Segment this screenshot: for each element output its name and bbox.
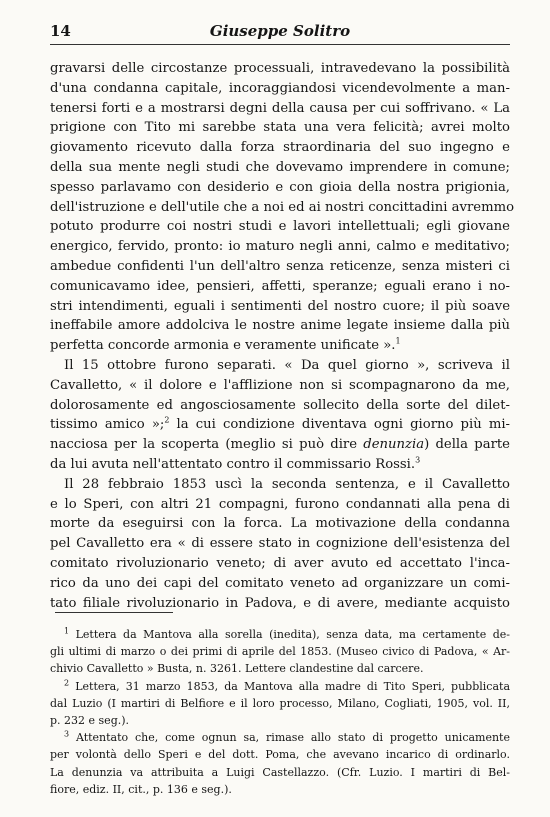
footnote-line: gli ultimi di marzo o dei primi di aprile del 1853. (Museo civico di Padova, « Ar- [50, 645, 510, 659]
body-line: tissimo amico »;$^2$ la cui condizione diventava ogni giorno più mi- [50, 415, 510, 433]
footnote-line: La denunzia va attribuita a Luigi Castellazzo. (Cfr. Luzio. I martiri di Bel- [50, 765, 510, 779]
body-line: gravarsi delle circostanze processuali, intravedevano la possibilità [50, 61, 510, 76]
body-line: energico, fervido, pronto: io maturo negli anni, calmo e meditativo; [50, 239, 510, 255]
footnote-line: $^3$ Attentato che, come ognun sa, rimase allo stato di progetto unicamente [64, 729, 510, 745]
body-line: ineffabile amore addolciva le nostre anime legate insieme dalla più [50, 318, 510, 334]
footnote-line: per volontà dello Speri e del dott. Poma, che avevano incarico di ordinarlo. [50, 748, 510, 762]
footnote-line: fiore, ediz. II, cit., p. 136 e seg.). [50, 782, 232, 796]
body-line: ambedue confidenti l'un dell'altro senza reticenze, senza misteri ci [50, 258, 510, 274]
body-line: da lui avuta nell'attentato contro il commissario Rossi.$^3$ [50, 455, 421, 472]
footnote-line: chivio Cavalletto » Busta, n. 3261. Lettere clandestine dal carcere. [50, 662, 424, 676]
body-line: potuto produrre coi nostri studi e lavori intellettuali; egli giovane [50, 219, 510, 235]
body-line: morte da eseguirsi con la forca. La motivazione della condanna [50, 516, 510, 532]
body-line: stri intendimenti, eguali i sentimenti del nostro cuore; il più soave [50, 298, 510, 314]
body-line: e lo Speri, con altri 21 compagni, furono condannati alla pena di [50, 496, 510, 512]
body-line: d'una condanna capitale, incoraggiandosi vicendevolmente a man- [50, 80, 510, 96]
footnote-line: $^2$ Lettera, 31 marzo 1853, da Mantova alla madre di Tito Speri, pubblicata [64, 677, 511, 693]
footnote-line: p. 232 e seg.). [50, 714, 130, 728]
body-line: perfetta concorde armonia e veramente unificate ».$^1$ [50, 336, 401, 354]
body-line: pel Cavalletto era « di essere stato in cognizione dell'esistenza del [50, 536, 510, 552]
body-line: dell'istruzione e dell'utile che a noi ed ai nostri concittadini avremmo [50, 199, 515, 215]
footnote-ref: 1 [395, 336, 401, 346]
footnote-line: dal Luzio (I martiri di Belfiore e il loro processo, Milano, Cogliati, 1905, vol. II, [50, 696, 510, 710]
footnote-separator [55, 612, 173, 613]
body-line: nacciosa per la scoperta (meglio si può dire denunzia) della parte [50, 437, 510, 453]
body-line: dolorosamente ed angosciosamente sollecito della sorte del dilet- [50, 397, 510, 413]
body-line: spesso parlavamo con desiderio e con gioia della nostra prigionia, [50, 179, 510, 195]
body-line: tato filiale rivoluzionario in Padova, e di avere, mediante acquisto [50, 595, 510, 611]
body-line: rico da uno dei capi del comitato veneto ad organizzare un comi- [50, 575, 510, 591]
body-line: della sua mente negli studi che dovevamo imprendere in comune; [50, 159, 510, 175]
page-number: 14 [50, 22, 71, 40]
body-line: Il 28 febbraio 1853 uscì la seconda sentenza, e il Cavalletto [64, 476, 510, 492]
body-line: Il 15 ottobre furono separati. « Da quel giorno », scriveva il [64, 357, 510, 373]
running-head: Giuseppe Solitro [209, 22, 351, 40]
body-line: tenersi forti e a mostrarsi degni della causa per cui soffrivano. « La [50, 100, 510, 116]
page-header [50, 22, 510, 45]
footnote-ref: 2 [164, 415, 170, 425]
body-line: comitato rivoluzionario veneto; di aver avuto ed accettato l'inca- [50, 555, 510, 571]
body-line: Cavalletto, « il dolore e l'afflizione non si scompagnarono da me, [50, 377, 510, 393]
body-line: prigione con Tito mi sarebbe stata una vera felicità; avrei molto [50, 120, 510, 136]
body-text [50, 59, 515, 613]
footnotes [50, 626, 510, 798]
body-line: giovamento ricevuto dalla forza straordinaria del suo ingegno e [50, 140, 510, 156]
footnote-ref: 3 [415, 455, 421, 465]
body-line: comunicavamo idee, pensieri, affetti, speranze; eguali erano i no- [50, 278, 510, 294]
footnote-line: $^1$ Lettera da Mantova alla sorella (inedita), senza data, ma certamente de- [64, 626, 510, 641]
